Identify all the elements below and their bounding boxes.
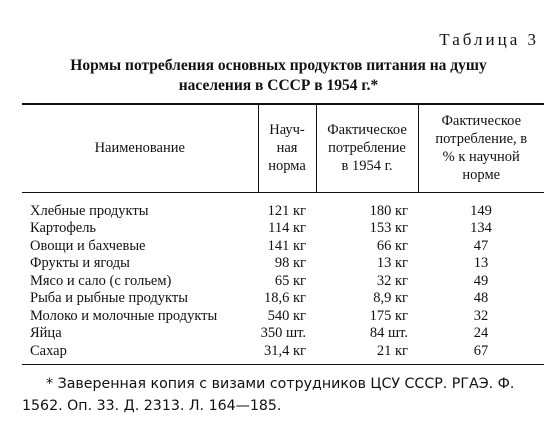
- header-norm-line-1: Науч-: [269, 122, 305, 139]
- table-row: [22, 308, 544, 326]
- table-row: [22, 192, 544, 220]
- table-title-line-2: населения в СССР в 1954 г.*: [178, 77, 379, 94]
- cell-actual: 13 кг: [376, 255, 408, 271]
- table-row: [22, 273, 544, 291]
- cell-percent: 13: [473, 255, 489, 271]
- table-row: [22, 343, 544, 365]
- header-percent-line-1: Фактическое: [441, 113, 522, 130]
- cell-name: Сахар: [22, 343, 258, 365]
- table-row: [22, 290, 544, 308]
- header-percent-line-4: норме: [462, 167, 501, 184]
- cell-percent: 48: [473, 290, 489, 306]
- cell-actual: 84 шт.: [369, 325, 408, 341]
- cell-percent: 24: [473, 325, 489, 341]
- cell-percent: 149: [470, 202, 492, 219]
- cell-actual: 66 кг: [376, 237, 408, 254]
- cell-actual: 153 кг: [369, 220, 408, 236]
- consumption-norms-table: [22, 103, 544, 365]
- cell-norm: 540 кг: [267, 307, 306, 324]
- header-norm-line-3: норма: [268, 158, 306, 175]
- cell-percent: 32: [473, 307, 489, 324]
- header-name: [22, 104, 258, 192]
- cell-norm: 121 кг: [267, 202, 306, 219]
- header-name-line-1: Наименование: [94, 140, 185, 157]
- cell-norm: 65 кг: [274, 272, 306, 289]
- cell-name: Яйца: [30, 325, 62, 341]
- header-percent-line-3: % к научной: [442, 149, 520, 166]
- header-actual-line-1: Фактическое: [327, 122, 407, 139]
- cell-norm: 31,4 кг: [258, 343, 316, 365]
- cell-norm: 18,6 кг: [264, 290, 306, 306]
- cell-norm: 114 кг: [268, 220, 306, 236]
- cell-percent: 134: [470, 220, 492, 236]
- cell-norm: 141 кг: [267, 237, 306, 254]
- table-row: [22, 325, 544, 343]
- table-header-row: [22, 104, 544, 192]
- cell-percent: 67: [418, 343, 544, 365]
- table-row: [22, 220, 544, 238]
- cell-actual: 8,9 кг: [373, 290, 408, 306]
- table-row: [22, 255, 544, 273]
- cell-actual: 180 кг: [369, 202, 408, 219]
- cell-name: Овощи и бахчевые: [30, 237, 146, 254]
- header-actual-consumption: [316, 104, 418, 192]
- table-title-line-1: Нормы потребления основных продуктов питания на душу: [70, 57, 487, 74]
- cell-name: Картофель: [30, 220, 97, 236]
- header-norm-line-2: ная: [276, 140, 298, 157]
- cell-name: Молоко и молочные продукты: [30, 307, 218, 324]
- cell-name: Мясо и сало (с гольем): [30, 272, 172, 289]
- cell-actual: 175 кг: [369, 307, 408, 324]
- header-actual-line-3: в 1954 г.: [341, 158, 393, 175]
- table-label: Таблица 3: [439, 30, 539, 49]
- header-percent-line-2: потребление, в: [435, 131, 528, 148]
- cell-percent: 49: [473, 272, 489, 289]
- cell-name: Хлебные продукты: [30, 202, 149, 219]
- table-row: [22, 238, 544, 256]
- header-scientific-norm: [258, 104, 316, 192]
- cell-percent: 47: [473, 237, 489, 254]
- cell-norm: 350 шт.: [260, 325, 306, 341]
- footnote: * Заверенная копия с визами сотрудников ЦСУ СССР. РГАЭ. Ф. 1562. Оп. 33. Д. 2313. Л. 164—185.: [22, 376, 515, 414]
- cell-actual: 32 кг: [376, 272, 408, 289]
- cell-name: Рыба и рыбные продукты: [30, 290, 188, 306]
- cell-norm: 98 кг: [274, 255, 306, 271]
- header-percent-of-norm: [418, 104, 544, 192]
- table-title: [0, 56, 557, 96]
- cell-name: Фрукты и ягоды: [30, 255, 130, 271]
- header-actual-line-2: потребление: [328, 140, 406, 157]
- cell-actual: 21 кг: [316, 343, 418, 365]
